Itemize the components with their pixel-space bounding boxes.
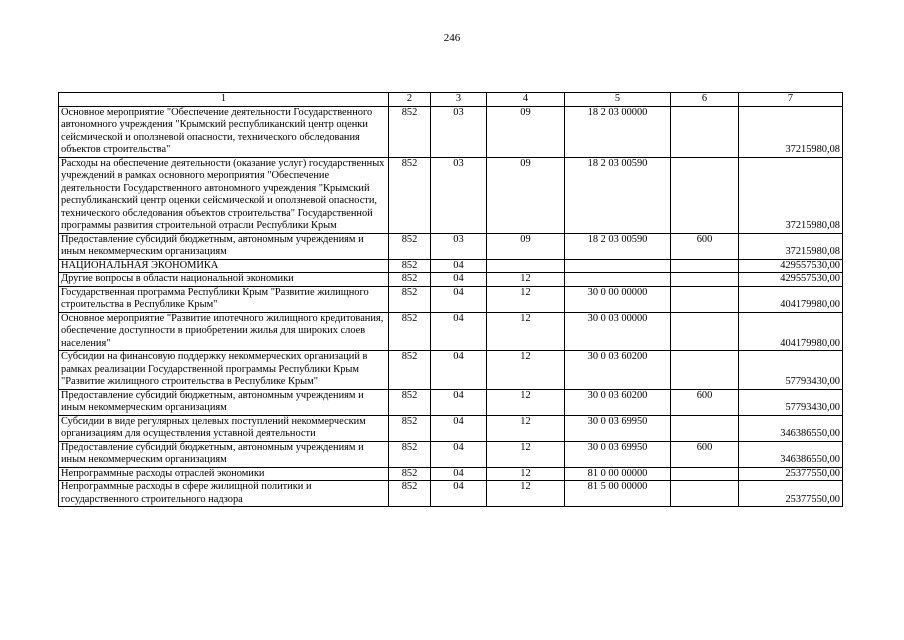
expense-type-cell <box>671 259 739 273</box>
section-cell: 04 <box>431 441 487 467</box>
table-row <box>59 389 843 415</box>
subsection-cell: 09 <box>487 233 565 259</box>
table-row <box>59 351 843 390</box>
ministry-code-cell: 852 <box>389 441 431 467</box>
amount-cell: 346386550,00 <box>739 441 843 467</box>
section-cell: 04 <box>431 286 487 312</box>
target-article-cell: 30 0 03 60200 <box>565 351 671 390</box>
section-cell: 03 <box>431 233 487 259</box>
header-cell: 5 <box>565 93 671 107</box>
row-name-cell: Основное мероприятие "Развитие ипотечного жилищного кредитования, обеспечение доступности в приобретении жилья для широких слоев населения" <box>59 312 389 351</box>
table-row <box>59 259 843 273</box>
amount-cell: 404179980,00 <box>739 286 843 312</box>
ministry-code-cell: 852 <box>389 157 431 233</box>
header-cell: 3 <box>431 93 487 107</box>
row-name-cell: Предоставление субсидий бюджетным, автономным учреждениям и иным некоммерческим организациям <box>59 441 389 467</box>
row-name-cell: Предоставление субсидий бюджетным, автономным учреждениям и иным некоммерческим организациям <box>59 389 389 415</box>
subsection-cell: 12 <box>487 351 565 390</box>
section-cell: 04 <box>431 351 487 390</box>
page-number: 246 <box>443 32 461 44</box>
section-cell: 04 <box>431 415 487 441</box>
amount-cell: 404179980,00 <box>739 312 843 351</box>
header-cell: 2 <box>389 93 431 107</box>
ministry-code-cell: 852 <box>389 481 431 507</box>
ministry-code-cell: 852 <box>389 233 431 259</box>
amount-cell: 37215980,08 <box>739 157 843 233</box>
expense-type-cell <box>671 106 739 157</box>
table-row <box>59 312 843 351</box>
target-article-cell <box>565 273 671 287</box>
section-cell: 04 <box>431 481 487 507</box>
table-row <box>59 286 843 312</box>
header-cell: 1 <box>59 93 389 107</box>
ministry-code-cell: 852 <box>389 259 431 273</box>
expense-type-cell: 600 <box>671 233 739 259</box>
header-row <box>59 93 843 107</box>
subsection-cell: 12 <box>487 415 565 441</box>
header-cell: 7 <box>739 93 843 107</box>
amount-cell: 57793430,00 <box>739 389 843 415</box>
header-cell: 6 <box>671 93 739 107</box>
target-article-cell: 18 2 03 00590 <box>565 157 671 233</box>
section-cell: 04 <box>431 312 487 351</box>
amount-cell: 57793430,00 <box>739 351 843 390</box>
subsection-cell: 12 <box>487 286 565 312</box>
expense-type-cell: 600 <box>671 441 739 467</box>
section-cell: 04 <box>431 259 487 273</box>
ministry-code-cell: 852 <box>389 106 431 157</box>
subsection-cell: 12 <box>487 467 565 481</box>
row-name-cell: Предоставление субсидий бюджетным, автономным учреждениям и иным некоммерческим организациям <box>59 233 389 259</box>
subsection-cell: 12 <box>487 273 565 287</box>
subsection-cell: 12 <box>487 441 565 467</box>
table-row <box>59 106 843 157</box>
subsection-cell: 12 <box>487 389 565 415</box>
subsection-cell: 09 <box>487 157 565 233</box>
ministry-code-cell: 852 <box>389 467 431 481</box>
table-row <box>59 233 843 259</box>
amount-cell: 25377550,00 <box>739 481 843 507</box>
ministry-code-cell: 852 <box>389 312 431 351</box>
section-cell: 03 <box>431 106 487 157</box>
amount-cell: 25377550,00 <box>739 467 843 481</box>
table-row <box>59 273 843 287</box>
expense-type-cell <box>671 286 739 312</box>
target-article-cell: 30 0 00 00000 <box>565 286 671 312</box>
target-article-cell: 81 5 00 00000 <box>565 481 671 507</box>
row-name-cell: Субсидии в виде регулярных целевых поступлений некоммерческим организациям для осуществления уставной деятельности <box>59 415 389 441</box>
section-cell: 04 <box>431 389 487 415</box>
target-article-cell <box>565 259 671 273</box>
amount-cell: 37215980,08 <box>739 233 843 259</box>
target-article-cell: 18 2 03 00000 <box>565 106 671 157</box>
row-name-cell: Субсидии на финансовую поддержку некоммерческих организаций в рамках реализации Государственной программы Республики Крым "Развитие жилищного строительства в Республике Крым" <box>59 351 389 390</box>
expense-type-cell: 600 <box>671 389 739 415</box>
amount-cell: 429557530,00 <box>739 259 843 273</box>
amount-cell: 37215980,08 <box>739 106 843 157</box>
target-article-cell: 18 2 03 00590 <box>565 233 671 259</box>
ministry-code-cell: 852 <box>389 415 431 441</box>
expense-type-cell <box>671 273 739 287</box>
row-name-cell: Расходы на обеспечение деятельности (оказание услуг) государственных учреждений в рамках основного мероприятия "Обеспечение деятельности Государственного автономного учреждения "Крымский республиканский центр оценки сейсмической и оползневой опасности, технического обследования объектов строительства" Государственной программы развития строительной отрасли Республики Крым <box>59 157 389 233</box>
amount-cell: 346386550,00 <box>739 415 843 441</box>
subsection-cell: 12 <box>487 481 565 507</box>
target-article-cell: 30 0 03 60200 <box>565 389 671 415</box>
table-row <box>59 441 843 467</box>
ministry-code-cell: 852 <box>389 389 431 415</box>
subsection-cell: 12 <box>487 312 565 351</box>
budget-table <box>58 92 843 507</box>
table-row <box>59 415 843 441</box>
target-article-cell: 30 0 03 00000 <box>565 312 671 351</box>
amount-cell: 429557530,00 <box>739 273 843 287</box>
target-article-cell: 30 0 03 69950 <box>565 415 671 441</box>
subsection-cell <box>487 259 565 273</box>
expense-type-cell <box>671 312 739 351</box>
table-row <box>59 157 843 233</box>
target-article-cell: 30 0 03 69950 <box>565 441 671 467</box>
expense-type-cell <box>671 481 739 507</box>
table-row <box>59 481 843 507</box>
expense-type-cell <box>671 157 739 233</box>
ministry-code-cell: 852 <box>389 273 431 287</box>
row-name-cell: Основное мероприятие "Обеспечение деятельности Государственного автономного учреждения "Крымский республиканский центр оценки сейсмической и оползневой опасности, технического обследования объектов строительства" <box>59 106 389 157</box>
expense-type-cell <box>671 467 739 481</box>
row-name-cell: Непрограммные расходы в сфере жилищной политики и государственного строительного надзора <box>59 481 389 507</box>
ministry-code-cell: 852 <box>389 286 431 312</box>
row-name-cell: Другие вопросы в области национальной экономики <box>59 273 389 287</box>
ministry-code-cell: 852 <box>389 351 431 390</box>
expense-type-cell <box>671 415 739 441</box>
section-cell: 04 <box>431 467 487 481</box>
row-name-cell: Непрограммные расходы отраслей экономики <box>59 467 389 481</box>
target-article-cell: 81 0 00 00000 <box>565 467 671 481</box>
header-cell: 4 <box>487 93 565 107</box>
section-cell: 03 <box>431 157 487 233</box>
subsection-cell: 09 <box>487 106 565 157</box>
row-name-cell: НАЦИОНАЛЬНАЯ ЭКОНОМИКА <box>59 259 389 273</box>
table-row <box>59 467 843 481</box>
section-cell: 04 <box>431 273 487 287</box>
row-name-cell: Государственная программа Республики Крым "Развитие жилищного строительства в Республике Крым" <box>59 286 389 312</box>
expense-type-cell <box>671 351 739 390</box>
